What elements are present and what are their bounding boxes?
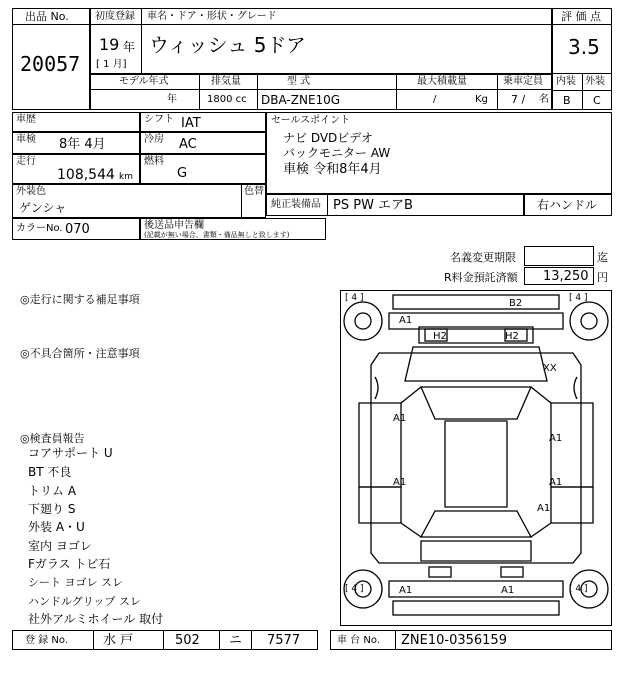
sales-line: バックモニター AW (283, 146, 391, 160)
damage-mark: H2 (433, 331, 447, 342)
ac-label: 冷房 (144, 134, 164, 145)
shift-label: シフト (144, 114, 174, 125)
score-label: 評 価 点 (561, 10, 601, 23)
specs-row (90, 74, 552, 110)
fuel-label: 燃料 (144, 156, 164, 167)
recycle-field (524, 267, 594, 285)
chassis-label: 車 台 No. (337, 635, 380, 646)
car-diagram (340, 290, 612, 626)
lot-label: 出品 No. (25, 10, 69, 23)
exterior-color-label: 外装色 (16, 186, 46, 197)
exterior-color-value: ゲンシャ (19, 201, 67, 215)
max-load-label: 最大積載量 (417, 76, 467, 87)
doc-note: (記載が無い場合、書類・備品無しと致します) (144, 231, 290, 239)
color-change-label: 色替 (244, 186, 264, 197)
inspector-line: Fガラス トビ石 (28, 557, 111, 571)
mileage-box (12, 154, 140, 184)
damage-mark: A1 (399, 315, 413, 326)
displacement-value: 1800 cc (207, 94, 247, 105)
sales-label: セールスポイント (271, 115, 351, 126)
first-reg-label: 初度登録 (95, 11, 135, 22)
inspector-line: 室内 ヨゴレ (28, 539, 92, 553)
tire-label-rear-right: [ 4 ] (569, 584, 588, 594)
reg-number: 7577 (267, 633, 301, 648)
type-label: 型 式 (287, 76, 311, 87)
defect-title: ◎不具合箇所・注意事項 (20, 347, 140, 360)
equipment-label: 純正装備品 (271, 199, 321, 210)
sales-box (266, 112, 612, 194)
inspection-label: 車検 (16, 134, 36, 145)
color-no-box (12, 218, 140, 240)
name-change-label: 名義変更期限 (450, 251, 516, 264)
inspection-box (12, 132, 140, 154)
inspector-line: トリム A (28, 484, 77, 498)
chassis-value: ZNE10-0356159 (401, 633, 507, 648)
inspector-line: 外装 A・U (28, 520, 85, 534)
shift-value: IAT (181, 116, 201, 131)
sales-line: 車検 令和8年4月 (283, 162, 382, 177)
reg-label: 登 録 No. (25, 635, 68, 646)
exterior-label: 外装 (585, 76, 605, 87)
damage-mark: A1 (501, 585, 515, 596)
damage-mark: A1 (549, 477, 563, 488)
ac-box (140, 132, 266, 154)
damage-mark: A1 (393, 413, 407, 424)
ac-value: AC (179, 137, 197, 152)
interior-grade: B (563, 94, 571, 107)
score-box (552, 8, 612, 110)
doc-label: 後送品申告欄 (144, 220, 204, 231)
recycle-label: R料金預託済額 (444, 271, 518, 284)
first-reg-year: 19 (99, 35, 120, 54)
mileage-unit: km (119, 172, 133, 182)
car-name: ウィッシュ 5ドア (149, 33, 306, 57)
type-value: DBA-ZNE10G (261, 93, 341, 107)
mileage-label: 走行 (16, 156, 36, 167)
name-change-unit: 迄 (597, 251, 608, 264)
inspector-line: 下廻り S (28, 502, 76, 516)
capacity-value: 7 / (511, 93, 526, 106)
doc-box (140, 218, 326, 240)
model-year-unit: 年 (167, 94, 177, 105)
registration-box (12, 630, 318, 650)
recycle-value: 13,250 (543, 269, 589, 284)
interior-label: 内装 (556, 76, 576, 87)
inspector-title: ◎検査員報告 (20, 432, 85, 445)
damage-mark: H2 (505, 331, 519, 342)
car-name-label: 車名・ドア・形状・グレード (147, 11, 277, 22)
supplement-title: ◎走行に関する補足事項 (20, 293, 140, 306)
damage-mark: B2 (509, 298, 523, 309)
inspection-value: 8年 4月 (59, 137, 106, 152)
fuel-value: G (177, 166, 188, 181)
damage-mark: A1 (537, 503, 551, 514)
history-label: 車歴 (16, 114, 36, 125)
car-diagram-drawing (341, 291, 611, 625)
damage-mark: A1 (393, 477, 407, 488)
exterior-grade: C (593, 94, 601, 107)
model-year-label: モデル年式 (119, 76, 169, 87)
title-box (90, 8, 552, 74)
steering-value: 右ハンドル (537, 198, 598, 212)
capacity-label: 乗車定員 (503, 76, 543, 87)
damage-mark: A1 (399, 585, 413, 596)
chassis-box (330, 630, 612, 650)
tire-label-front-left: [ 4 ] (345, 293, 364, 303)
inspector-line: BT 不良 (28, 465, 72, 479)
lot-number: 20057 (20, 52, 81, 76)
inspector-line: コアサポート U (28, 446, 113, 460)
steering-box (524, 194, 612, 216)
inspector-line: ハンドルグリップ スレ (28, 595, 141, 608)
name-change-field (524, 246, 594, 266)
history-box (12, 112, 140, 132)
color-no-value: 070 (65, 222, 90, 237)
sales-line: ナビ DVDビデオ (283, 131, 374, 145)
lot-box (12, 8, 90, 110)
inspector-line: 社外アルミホイール 取付 (28, 612, 164, 626)
equipment-box (266, 194, 524, 216)
tire-label-rear-left: [ 4 ] (345, 584, 364, 594)
tire-label-front-right: [ 4 ] (569, 293, 588, 303)
inspector-line: シート ヨゴレ スレ (28, 576, 123, 589)
reg-kana: ニ (229, 633, 243, 648)
reg-class: 502 (175, 633, 200, 648)
shift-box (140, 112, 266, 132)
damage-mark: XX (543, 363, 557, 374)
first-reg-month: [ 1 月] (96, 59, 127, 70)
recycle-unit: 円 (597, 271, 608, 284)
color-no-label: カラーNo. (16, 223, 63, 234)
max-load-value: / (433, 94, 437, 105)
score-value: 3.5 (568, 35, 600, 59)
exterior-color-box (12, 184, 266, 218)
damage-mark: A1 (549, 433, 563, 444)
first-reg-year-unit: 年 (123, 40, 136, 54)
equipment-value: PS PW エアB (333, 198, 413, 213)
fuel-box (140, 154, 266, 184)
max-load-unit: Kg (475, 94, 488, 105)
capacity-unit: 名 (539, 94, 549, 105)
displacement-label: 排気量 (211, 76, 241, 87)
reg-city: 水 戸 (103, 633, 134, 648)
mileage-value: 108,544 (57, 167, 115, 183)
